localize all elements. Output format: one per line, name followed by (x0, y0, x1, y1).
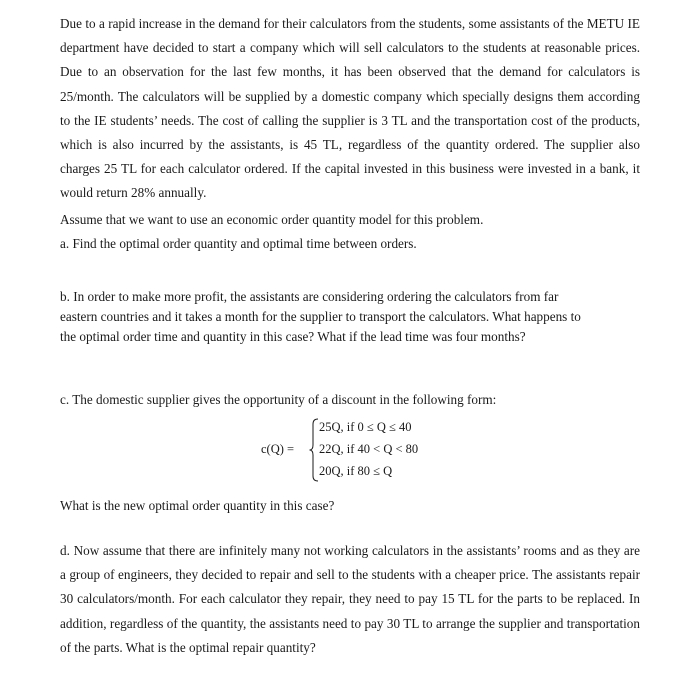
question-c: What is the new optimal order quantity in this case? (60, 498, 335, 513)
formula-case-3: 20Q, if 80 ≤ Q (319, 464, 393, 478)
question-a: a. Find the optimal order quantity and optimal time between orders. (60, 236, 417, 251)
intro-text: Due to a rapid increase in the demand for their calculators from the students, some assistants of the METU IE department have decided to start a company which will sell calculators to the students at reasonable prices. Due to an observation for the last few months, it has been observed that the demand for calculators is 25/month. The calculators will be supplied by a domestic company which specially designs them according to the IE students’ needs. The cost of calling the supplier is 3 TL and the transportation cost of the products, which is also incurred by the assistants, is 45 TL, regardless of the quantity ordered. The supplier also charges 25 TL for each calculator ordered. If the capital invested in this business were invested in a bank, it would return 28% annually. (60, 16, 640, 201)
formula-lhs: c(Q) = (261, 442, 295, 456)
assumption-line: Assume that we want to use an economic order quantity model for this problem. (60, 212, 484, 227)
formula-case-2: 22Q, if 40 < Q < 80 (319, 442, 419, 456)
question-d: d. Now assume that there are infinitely many not working calculators in the assistants’ rooms and as they are a group of engineers, they decided to repair and sell to the students with a cheaper price. The assistants repair 30 calculators/month. For each calculator they repair, they need to pay 15 TL for the parts to be replaced. In addition, regardless of the quantity, the assistants need to pay 30 TL to arrange the supplier and transportation of the parts. What is the optimal repair quantity? (60, 543, 640, 655)
formula-case-1: 25Q, if 0 ≤ Q ≤ 40 (319, 420, 412, 434)
discount-cost-formula (261, 418, 461, 484)
left-brace-icon (309, 418, 319, 482)
question-b: b. In order to make more profit, the assistants are considering ordering the calculators from far eastern countries and it takes a month for the supplier to transport the calculators. What happens to the optimal order time and quantity in this case? What if the lead time was four months? (60, 289, 581, 344)
question-c-intro: c. The domestic supplier gives the opportunity of a discount in the following form: (60, 392, 497, 407)
problem-intro-paragraph (60, 12, 640, 206)
